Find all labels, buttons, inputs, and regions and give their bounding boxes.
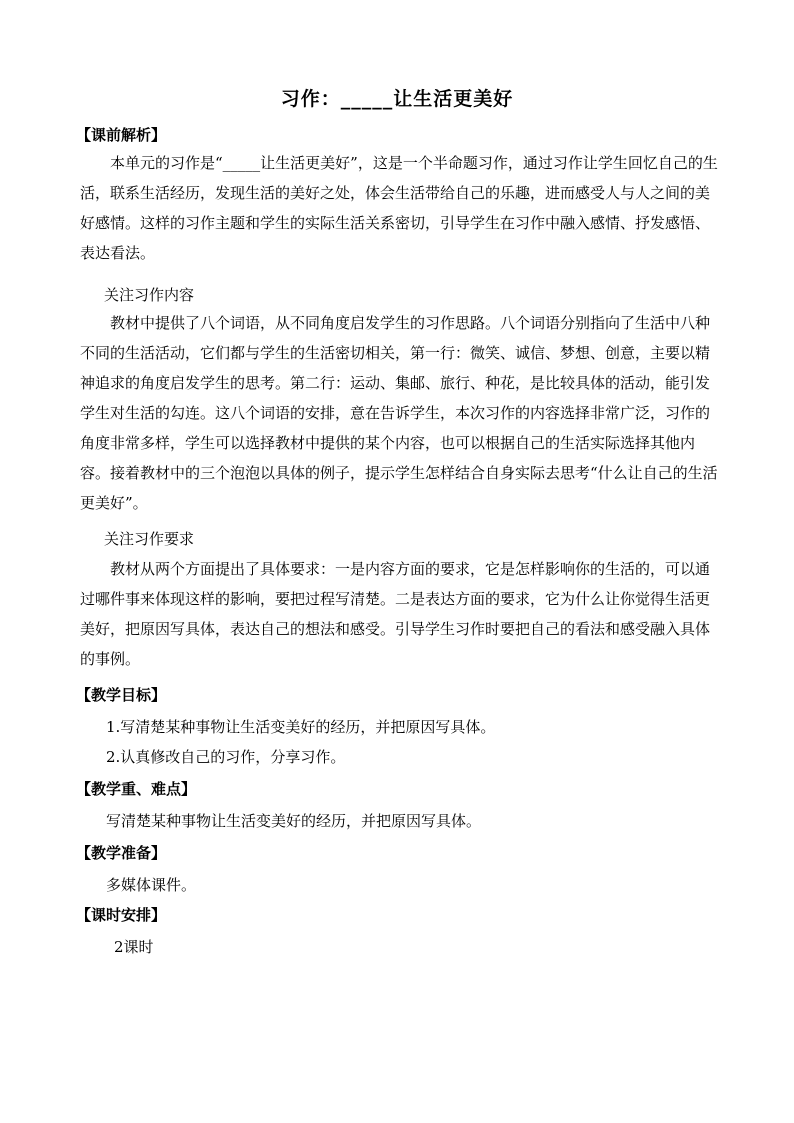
goal-item-2: 2.认真修改自己的习作，分享习作。 [106, 748, 346, 766]
section-heading-pre-analysis: 【课前解析】 [76, 126, 167, 144]
requirements-paragraph: 教材从两个方面提出了具体要求：一是内容方面的要求，它是怎样影响你的生活的，可以通过哪件事来体现这样的影响，要把过程写清楚。二是表达方面的要求，它为什么让你觉得生活更美好，把原因写具体，表达自己的想法和感受。引导学生习作时要把自己的看法和感受融入具体的事例。 [80, 560, 711, 668]
content-paragraph: 教材中提供了八个词语，从不同角度启发学生的习作思路。八个词语分别指向了生活中八种不同的生活活动，它们都与学生的生活密切相关，第一行：微笑、诚信、梦想、创意，主要以精神追求的角度启发学生的思考。第二行：运动、集邮、旅行、种花，是比较具体的活动，能引发学生对生活的勾连。这八个词语的安排，意在告诉学生，本次习作的内容选择非常广泛，习作的角度非常多样，学生可以选择教材中提供的某个内容，也可以根据自己的生活实际选择其他内容。接着教材中的三个泡泡以具体的例子，提示学生怎样结合自身实际去思考“什么让自己的生活更美好”。 [80, 314, 718, 512]
preparation-text: 多媒体课件。 [106, 876, 197, 894]
key-points-text: 写清楚某种事物让生活变美好的经历，并把原因写具体。 [106, 812, 482, 830]
subheading-content: 关注习作内容 [104, 286, 195, 304]
pre-analysis-paragraph: 本单元的习作是“_____让生活更美好”，这是一个半命题习作，通过习作让学生回忆自己的生活，联系生活经历，发现生活的美好之处，体会生活带给自己的乐趣，进而感受人与人之间的美好感情。这样的习作主题和学生的实际生活关系密切，引导学生在习作中融入感情、抒发感悟、表达看法。 [80, 154, 718, 262]
page-title: 习作：_____让生活更美好 [280, 88, 514, 110]
section-heading-key-points: 【教学重、难点】 [76, 780, 197, 798]
section-heading-preparation: 【教学准备】 [76, 844, 167, 862]
section-heading-goals: 【教学目标】 [76, 686, 167, 704]
subheading-requirements: 关注习作要求 [104, 530, 195, 548]
goal-item-1: 1.写清楚某种事物让生活变美好的经历，并把原因写具体。 [106, 718, 496, 736]
schedule-text: 2课时 [114, 938, 154, 956]
section-heading-schedule: 【课时安排】 [76, 906, 167, 924]
